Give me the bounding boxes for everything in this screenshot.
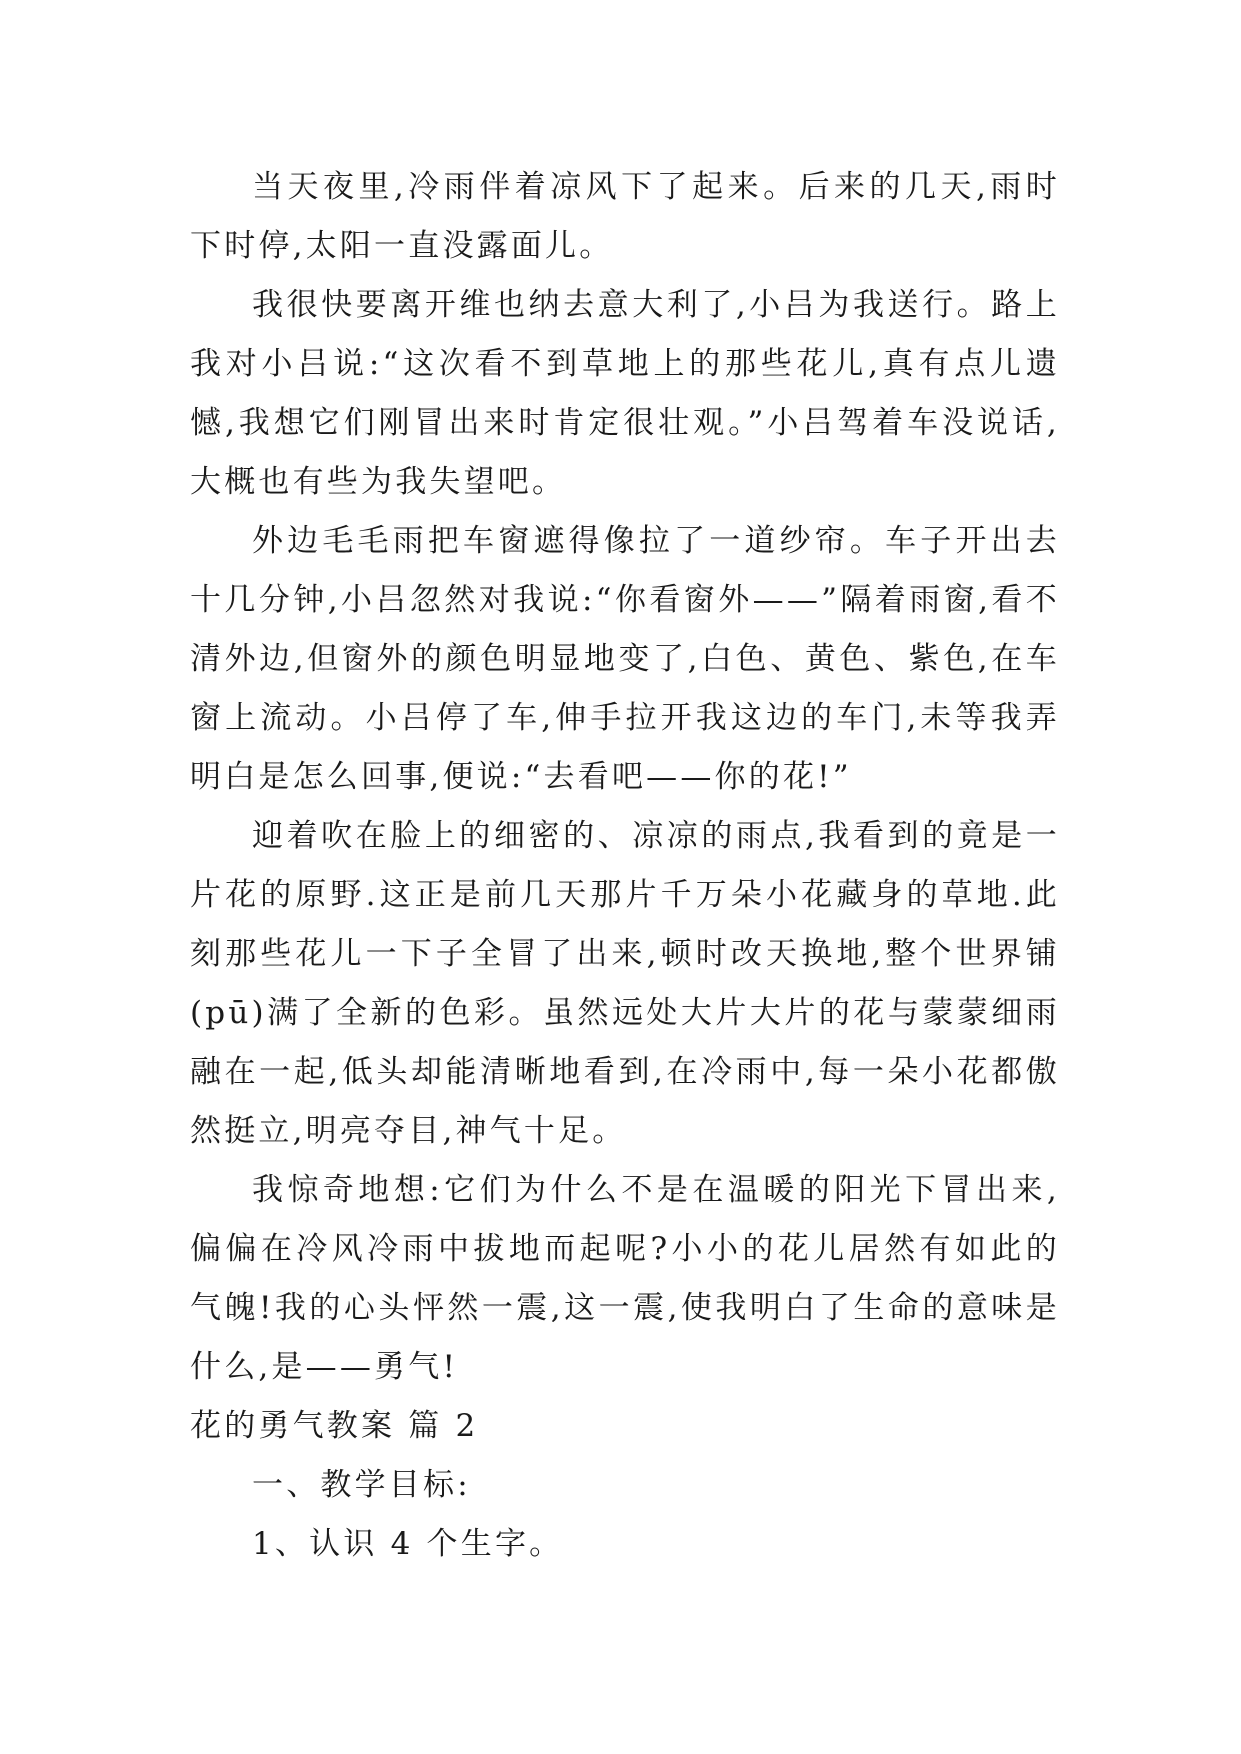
- paragraph-2: 我很快要离开维也纳去意大利了,小吕为我送行。路上我对小吕说:“这次看不到草地上的那些花儿,真有点儿遗憾,我想它们刚冒出来时肯定很壮观。”小吕驾着车没说话,大概也有些为我失望吧。: [190, 287, 1060, 500]
- paragraph-1: 当天夜里,冷雨伴着凉风下了起来。后来的几天,雨时下时停,太阳一直没露面儿。: [190, 169, 1060, 264]
- paragraph-3: 外边毛毛雨把车窗遮得像拉了一道纱帘。车子开出去十几分钟,小吕忽然对我说:“你看窗外——”隔着雨窗,看不清外边,但窗外的颜色明显地变了,白色、黄色、紫色,在车窗上流动。小吕停了车,伸手拉开我这边的车门,未等我弄明白是怎么回事,便说:“去看吧——你的花!”: [190, 523, 1060, 795]
- document-page: [190, 158, 1060, 1574]
- paragraph-5: 我惊奇地想:它们为什么不是在温暖的阳光下冒出来,偏偏在冷风冷雨中拔地而起呢?小小的花儿居然有如此的气魄!我的心头怦然一震,这一震,使我明白了生命的意味是什么,是——勇气!: [190, 1172, 1060, 1385]
- objectives-title: 一、教学目标:: [252, 1467, 471, 1503]
- paragraph-4: 迎着吹在脸上的细密的、凉凉的雨点,我看到的竟是一片花的原野.这正是前几天那片千万朵小花藏身的草地.此刻那些花儿一下子全冒了出来,顿时改天换地,整个世界铺(pū)满了全新的色彩。虽然远处大片大片的花与蒙蒙细雨融在一起,低头却能清晰地看到,在冷雨中,每一朵小花都傲然挺立,明亮夺目,神气十足。: [190, 818, 1060, 1149]
- objective-item-1: 1、认识 4 个生字。: [252, 1526, 564, 1562]
- section-heading: 花的勇气教案 篇 2: [190, 1408, 479, 1444]
